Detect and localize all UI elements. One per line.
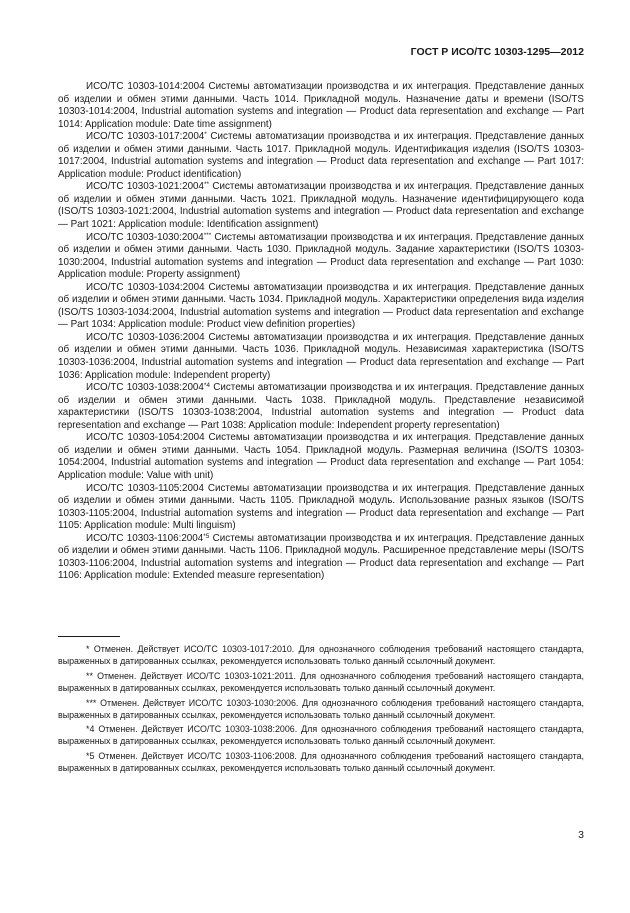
footnote-marker: *4 (203, 382, 211, 390)
reference-text: Системы автоматизации производства и их интеграция. Представление данных об изделии и обмен этими данными. Часть 1017. Прикладной модуль. Идентификация изделия (ISO/TS 10303-1017:2004, Industrial automation systems and integration — Product data representation and exchange — Part 1017: Application module: Product identification) (58, 131, 584, 180)
footnote-text: Отменен. Действует ИСО/ТС 10303-1106:2008. Для однозначного соблюдения требований настоящего стандарта, выраженных в датированных ссылках, рекомендуется использовать только данный ссылочный документ. (58, 751, 584, 774)
reference-paragraph (58, 432, 584, 482)
footnote-mark: * (86, 644, 90, 654)
reference-text: Системы автоматизации производства и их интеграция. Представление данных об изделии и обмен этими данными. Часть 1105. Прикладной модуль. Использование разных языков (ISO/TS 10303-1105:2004, Industrial automation systems and integration — Product data representation and exchange — Part 1105: Application module: Multi linguism) (58, 482, 584, 532)
reference-paragraph (58, 131, 584, 181)
footnote-marker: * (204, 131, 207, 139)
footnote (58, 698, 584, 722)
reference-text: Системы автоматизации производства и их интеграция. Представление данных об изделии и обмен этими данными. Часть 1038. Прикладной модуль. Представление независимой характеристики (ISO/TS 10303-1038:2004, Industrial automation systems and integration — Product data representation and exchange — Part 1038: Application module: Independent property representation) (58, 382, 584, 431)
reference-code: ИСО/ТС 10303-1021:2004 (86, 181, 204, 193)
reference-text: Системы автоматизации производства и их интеграция. Представление данных об изделии и обмен этими данными. Часть 1034. Прикладной модуль. Характеристики определения вида изделия (ISO/TS 10303-1034:2004, Industrial automation systems and integration — Product data representation and exchange — Part 1034: Application module: Product view definition properties) (58, 281, 584, 331)
footnote-marker: ** (204, 181, 210, 189)
footnote-divider (58, 636, 120, 637)
footnote-text: Отменен. Действует ИСО/ТС 10303-1038:2006. Для однозначного соблюдения требований настоящего стандарта, выраженных в датированных ссылках, рекомендуется использовать только данный ссылочный документ. (58, 724, 584, 747)
reference-paragraph (58, 533, 584, 583)
reference-paragraph (58, 81, 584, 131)
reference-paragraph (58, 382, 584, 432)
footnote-mark: ** (86, 670, 93, 681)
footnote-marker: *5 (203, 532, 210, 540)
reference-code: ИСО/ТС 10303-1054:2004 (86, 432, 205, 444)
references-list (58, 81, 584, 583)
footnote-text: Отменен. Действует ИСО/ТС 10303-1030:2006. Для однозначного соблюдения требований настоящего стандарта, выраженных в датированных ссылках, рекомендуется использовать только данный ссылочный документ. (58, 697, 584, 720)
reference-code: ИСО/ТС 10303-1014:2004 (86, 81, 205, 92)
reference-code: ИСО/ТС 10303-1036:2004 (86, 331, 205, 343)
reference-text: Системы автоматизации производства и их интеграция. Представление данных об изделии и обмен этими данными. Часть 1014. Прикладной модуль. Назначение даты и времени (ISO/TS 10303-1014:2004, Industrial automation systems and integration — Product data representation and exchange — Part 1014: Application module: Date time assignment) (58, 81, 584, 130)
reference-text: Системы автоматизации производства и их интеграция. Представление данных об изделии и обмен этими данными. Часть 1030. Прикладной модуль. Задание характеристики (ISO/TS 10303-1030:2004, Industrial automation systems and integration — Product data representation and exchange — Part 1030: Application module: Property assignment) (58, 231, 584, 281)
reference-code: ИСО/ТС 10303-1106:2004 (86, 532, 204, 544)
footnote-mark: *5 (86, 751, 95, 762)
reference-paragraph (58, 332, 584, 382)
reference-code: ИСО/ТС 10303-1030:2004 (86, 231, 204, 243)
document-header: ГОСТ Р ИСО/ТС 10303-1295—2012 (410, 46, 584, 58)
reference-paragraph (58, 483, 584, 533)
page-number: 3 (578, 829, 584, 841)
footnotes (58, 644, 584, 778)
reference-paragraph (58, 282, 584, 332)
reference-code: ИСО/ТС 10303-1105:2004 (86, 482, 204, 494)
footnote (58, 671, 584, 695)
footnote (58, 644, 584, 668)
footnote-mark: *** (86, 697, 97, 708)
reference-code: ИСО/ТС 10303-1017:2004 (86, 131, 205, 143)
footnote-text: Отменен. Действует ИСО/ТС 10303-1021:2011. Для однозначного соблюдения требований настоящего стандарта, выраженных в датированных ссылках, рекомендуется использовать только данный ссылочный документ. (58, 670, 584, 693)
footnote-text: Отменен. Действует ИСО/ТС 10303-1017:2010. Для однозначного соблюдения требований настоящего стандарта, выраженных в датированных ссылках, рекомендуется использовать только данный ссылочный документ. (58, 644, 584, 666)
reference-paragraph (58, 232, 584, 282)
footnote (58, 751, 584, 775)
reference-text: Системы автоматизации производства и их интеграция. Представление данных об изделии и обмен этими данными. Часть 1021. Прикладной модуль. Назначение идентифицирующего кода (ISO/TS 10303-1021:2004, Industrial automation systems and integration — Product data representation and exchange — Part 1021: Application module: Identification assignment) (58, 181, 584, 231)
reference-code: ИСО/ТС 10303-1034:2004 (86, 281, 205, 293)
reference-text: Системы автоматизации производства и их интеграция. Представление данных об изделии и обмен этими данными. Часть 1036. Прикладной модуль. Независимая характеристика (ISO/TS 10303-1036:2004, Industrial automation systems and integration — Product data representation and exchange — Part 1036: Application module: Independent property) (58, 331, 584, 381)
reference-paragraph (58, 181, 584, 231)
reference-text: Системы автоматизации производства и их интеграция. Представление данных об изделии и обмен этими данными. Часть 1054. Прикладной модуль. Размерная величина (ISO/TS 10303-1054:2004, Industrial automation systems and integration — Product data representation and exchange — Part 1054: Application module: Value with unit) (58, 432, 584, 481)
reference-code: ИСО/ТС 10303-1038:2004 (86, 382, 204, 394)
footnote (58, 724, 584, 748)
footnote-mark: *4 (86, 724, 95, 735)
reference-text: Системы автоматизации производства и их интеграция. Представление данных об изделии и обмен этими данными. Часть 1106. Прикладной модуль. Расширенное представление меры (ISO/TS 10303-1106:2004, Industrial automation systems and integration — Product data representation and exchange — Part 1106: Application module: Extended measure representation) (58, 532, 584, 582)
footnote-marker: *** (203, 231, 212, 239)
